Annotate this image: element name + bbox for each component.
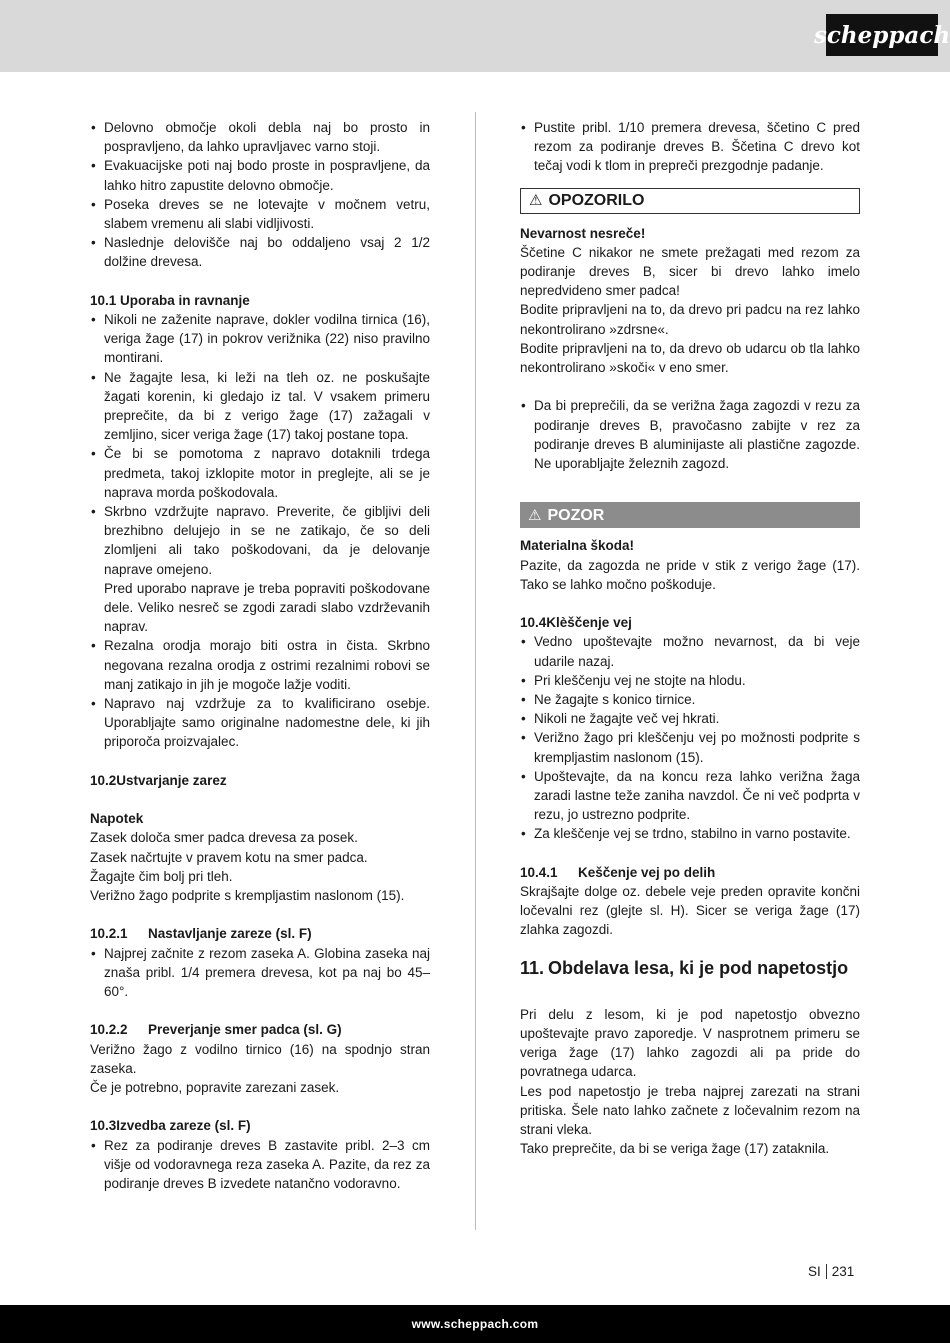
list-item: • Upoštevajte, da na koncu reza lahko verižna žaga zaradi lastne teže zaniha navzdol. Če ni več podprta v rezu, jo ustrezno podprite. bbox=[520, 767, 860, 825]
section-10-3-list bbox=[90, 1136, 430, 1194]
note-line: Žagajte čim bolj pri tleh. bbox=[90, 868, 233, 884]
list-item: • Pri kleščenju vej ne stojte na hlodu. bbox=[520, 671, 860, 690]
section-10-1-heading: 10.1 Uporaba in ravnanje bbox=[90, 292, 250, 308]
paragraph: Pazite, da zagozda ne pride v stik z verigo žage (17). Tako se lahko močno poškoduje. bbox=[520, 557, 860, 592]
list-item bbox=[90, 502, 430, 636]
section-10-3-heading: 10.3Izvedba zareze (sl. F) bbox=[90, 1118, 251, 1134]
chapter-number: 11. bbox=[520, 957, 545, 978]
brand-logo: scheppach bbox=[826, 14, 938, 56]
list-item: • Evakuacijske poti naj bodo proste in pospravljene, da lahko hitro zapustite delovno območje. bbox=[90, 156, 430, 194]
warning-triangle-icon: ⚠ bbox=[529, 192, 543, 209]
warning-triangle-icon: ⚠ bbox=[528, 506, 542, 524]
list-item: • Če bi se pomotoma z napravo dotaknili trdega predmeta, takoj izklopite motor in preglejte, ali se je naprava morda poškodovala. bbox=[90, 444, 430, 502]
paragraph: Les pod napetostjo je treba najprej zarezati na strani pritiska. Šele nato lahko začnete z ločevalnim rezom na strani vleka. bbox=[520, 1083, 860, 1138]
list-item: • Da bi preprečili, da se verižna žaga zagozdi v rezu za podiranje dreves B, pravočasno zabijte v rez za podiranje dreves B aluminijaste ali plastične zagozde. Ne uporabljajte železnih zagozd. bbox=[520, 396, 860, 473]
website-link[interactable]: www.scheppach.com bbox=[411, 1317, 539, 1331]
section-10-4-1-heading: 10.4.1 Keščenje vej po delih bbox=[520, 864, 716, 880]
section-10-2-1-heading: 10.2.1 Nastavljanje zareze (sl. F) bbox=[90, 926, 312, 942]
list-item: • Verižno žago pri kleščenju vej po možnosti podprite s krempljastim naslonom (15). bbox=[520, 728, 860, 766]
section-10-1-list bbox=[90, 310, 430, 752]
chapter-title: Obdelava lesa, ki je pod napetostjo bbox=[548, 957, 849, 978]
section-10-2-2-heading: 10.2.2 Preverjanje smer padca (sl. G) bbox=[90, 1022, 342, 1038]
list-item: • Delovno območje okoli debla naj bo prosto in pospravljeno, da lahko upravljavec varno stoji. bbox=[90, 118, 430, 156]
list-item: • Ne žagajte lesa, ki leži na tleh oz. ne poskušajte žagati korenin, ki gledajo iz tal. V vsakem primeru preprečite, da bi z verigo žage (17) zažagali v zemljino, sicer veriga žage (17) takoj postane topa. bbox=[90, 368, 430, 445]
section-10-4-list bbox=[520, 632, 860, 843]
paragraph: Bodite pripravljeni na to, da drevo ob udarcu ob tla lahko nekontrolirano »skoči« v eno smer. bbox=[520, 340, 860, 376]
note-heading: Napotek bbox=[90, 811, 144, 827]
warning-box bbox=[520, 188, 860, 214]
page-num: 231 bbox=[831, 1264, 855, 1279]
list-item: • Ne žagajte s konico tirnice. bbox=[520, 690, 860, 709]
separator bbox=[826, 1264, 827, 1279]
intro-list bbox=[90, 118, 430, 272]
header-bar bbox=[0, 0, 950, 72]
paragraph: Bodite pripravljeni na to, da drevo pri padcu na rez lahko nekontrolirano »zdrsne«. bbox=[520, 302, 860, 337]
paragraph: Verižno žago z vodilno tirnico (16) na spodnjo stran zaseka. bbox=[90, 1041, 430, 1076]
list-item: • Naslednje delovišče naj bo oddaljeno vsaj 2 1/2 dolžine drevesa. bbox=[90, 233, 430, 271]
paragraph: Skrajšajte dolge oz. debele veje preden opravite končni ločevalni rez (glejte sl. H). Sicer se veriga žage (17) zlahka zagozdi. bbox=[520, 884, 860, 938]
paragraph: Če je potrebno, popravite zarezani zasek. bbox=[90, 1080, 340, 1096]
paragraph: Tako preprečite, da bi se veriga žage (17) zataknila. bbox=[520, 1141, 830, 1157]
list-item: • Rez za podiranje dreves B zastavite pribl. 2–3 cm višje od vodoravnega reza zaseka A. Pazite, da rez za podiranje dreves B izvedete natančno vodoravno. bbox=[90, 1136, 430, 1194]
section-10-2-1-list bbox=[90, 944, 430, 1002]
list-item: • Rezalna orodja morajo biti ostra in čista. Skrbno negovana rezalna orodja z ostrimi rezalnimi robovi se manj zatikajo in jih je mogoče lažje voditi. bbox=[90, 636, 430, 694]
warning-title: Nevarnost nesreče! bbox=[520, 225, 646, 241]
warning-label: OPOZORILO bbox=[548, 192, 645, 209]
top-list bbox=[520, 118, 860, 176]
footer-bar bbox=[0, 1305, 950, 1343]
list-item: • Nikoli ne žagajte več vej hkrati. bbox=[520, 709, 860, 728]
note-line: Zasek načrtujte v pravem kotu na smer padca. bbox=[90, 849, 368, 865]
wedge-list bbox=[520, 396, 860, 473]
list-item-continuation: Pred uporabo naprave je treba popraviti poškodovane dele. Veliko nesreč se zgodi zaradi slabo vzdrževanih naprav. bbox=[104, 580, 430, 635]
caution-title: Materialna škoda! bbox=[520, 538, 635, 554]
list-item: • Nikoli ne zaženite naprave, dokler vodilna tirnica (16), veriga žage (17) in pokrov verižnika (22) niso pravilno montirani. bbox=[90, 310, 430, 368]
caution-label: POZOR bbox=[547, 506, 605, 524]
note-line: Zasek določa smer padca drevesa za posek. bbox=[90, 830, 358, 846]
language-code: SI bbox=[808, 1264, 821, 1279]
chapter-11-heading bbox=[520, 958, 860, 978]
list-item: • Napravo naj vzdržuje za to kvalificirano osebje. Uporabljajte samo originalne nadomestne dele, ki jih priporoča proizvajalec. bbox=[90, 694, 430, 752]
section-10-2-heading: 10.2Ustvarjanje zarez bbox=[90, 772, 227, 788]
list-item: • Najprej začnite z rezom zaseka A. Globina zaseka naj znaša pribl. 1/4 premera drevesa, kot pa naj bo 45–60°. bbox=[90, 944, 430, 1002]
caution-box bbox=[520, 502, 860, 528]
list-item: • Poseka dreves se ne lotevajte v močnem vetru, slabem vremenu ali slabi vidljivosti. bbox=[90, 195, 430, 233]
note-line: Verižno žago podprite s krempljastim naslonom (15). bbox=[90, 888, 405, 904]
list-item-text: Skrbno vzdržujte napravo. Preverite, če gibljivi deli brezhibno delujejo in se ne zatikajo, če so deli zlomljeni ali tako poškodovani, da je delovanje naprave omejeno. bbox=[104, 504, 430, 577]
section-10-4-heading: 10.4Klèščenje vej bbox=[520, 615, 632, 631]
right-column bbox=[520, 118, 860, 1158]
paragraph: Pri delu z lesom, ki je pod napetostjo obvezno upoštevajte pravo zaporedje. V nasprotnem primeru se veriga žage (17) lahko zagozdi ali pa pride do povratnega udarca. bbox=[520, 1006, 860, 1080]
left-column bbox=[90, 118, 430, 1193]
list-item: • Vedno upoštevajte možno nevarnost, da bi veje udarile nazaj. bbox=[520, 632, 860, 670]
list-item: • Pustite pribl. 1/10 premera drevesa, ščetino C pred rezom za podiranje dreves B. Ščetina C drevo kot tečaj vodi k tlom in prepreči prezgodnje padanje. bbox=[520, 118, 860, 176]
list-item: • Za kleščenje vej se trdno, stabilno in varno postavite. bbox=[520, 824, 860, 843]
page-number bbox=[808, 1264, 854, 1279]
paragraph: Ščetine C nikakor ne smete prežagati med rezom za podiranje dreves B, sicer bi drevo lahko imelo nepredvideno smer padca! bbox=[520, 244, 860, 299]
column-divider bbox=[475, 112, 476, 1230]
